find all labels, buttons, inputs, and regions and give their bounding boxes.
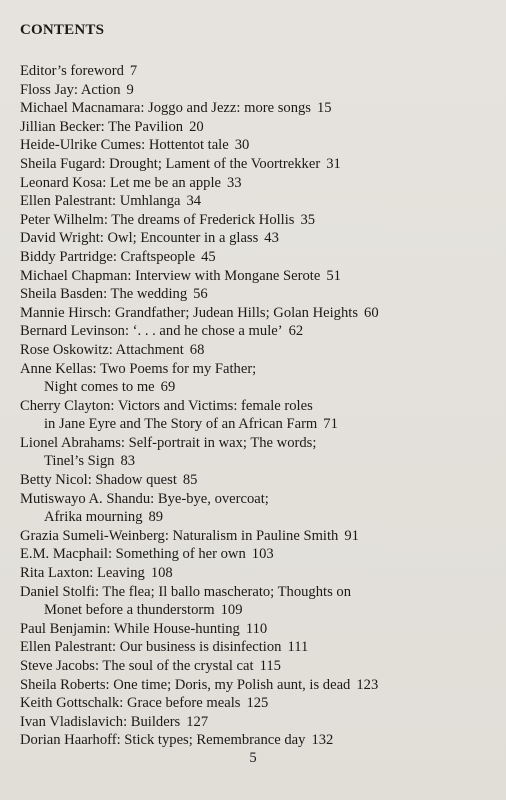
entry-text: Mutiswayo A. Shandu: Bye-bye, overcoat; xyxy=(20,490,269,507)
entry-text: Monet before a thunderstorm xyxy=(44,602,215,619)
toc-entry xyxy=(20,490,498,509)
entry-page: 83 xyxy=(120,453,136,470)
toc-entry xyxy=(20,434,498,453)
toc-entry xyxy=(20,360,498,379)
entry-text: Paul Benjamin: While House-hunting xyxy=(20,620,240,637)
toc-entry xyxy=(20,638,498,657)
toc-entry xyxy=(20,118,498,137)
toc-entry xyxy=(20,211,498,230)
contents-heading: CONTENTS xyxy=(20,22,105,38)
entry-page: 108 xyxy=(150,565,173,582)
entry-text: Night comes to me xyxy=(44,379,155,396)
toc-entry-continuation xyxy=(20,601,498,620)
toc-entry xyxy=(20,155,498,174)
entry-page: 89 xyxy=(148,509,164,526)
entry-page: 9 xyxy=(126,81,134,98)
entry-page: 31 xyxy=(326,155,341,172)
entry-text: Lionel Abrahams: Self-portrait in wax; The words; xyxy=(20,434,317,451)
entry-text: Peter Wilhelm: The dreams of Frederick Hollis xyxy=(20,211,295,228)
toc-entry xyxy=(20,397,498,416)
entry-text: Mannie Hirsch: Grandfather; Judean Hills; Golan Heights xyxy=(20,304,359,321)
entry-page: 33 xyxy=(227,174,242,191)
toc-entry xyxy=(20,545,498,564)
entry-page: 7 xyxy=(129,63,138,79)
entry-text: Grazia Sumeli-Weinberg: Naturalism in Pauline Smith xyxy=(20,527,339,544)
entry-text: Bernard Levinson: ‘. . . and he chose a mule’ xyxy=(20,323,283,340)
entry-text: Anne Kellas: Two Poems for my Father; xyxy=(20,360,257,377)
toc-entry xyxy=(20,471,498,490)
toc-entry xyxy=(20,304,498,323)
entry-page: 35 xyxy=(300,211,316,228)
entry-text: Michael Chapman: Interview with Mongane Serote xyxy=(20,267,321,284)
toc-entry xyxy=(20,192,498,211)
entry-page: 56 xyxy=(193,286,208,303)
entry-page: 45 xyxy=(201,248,216,265)
entry-page: 115 xyxy=(259,658,281,674)
entry-text: Leonard Kosa: Let me be an apple xyxy=(20,174,221,191)
entry-page: 110 xyxy=(245,620,268,637)
entry-text: David Wright: Owl; Encounter in a glass xyxy=(20,230,259,247)
entry-text: Sheila Fugard: Drought; Lament of the Voortrekker xyxy=(20,155,321,172)
toc-entry xyxy=(20,657,498,676)
entry-page: 127 xyxy=(186,713,209,730)
entry-page: 68 xyxy=(189,341,205,358)
toc-entry xyxy=(20,341,498,360)
entry-text: Sheila Basden: The wedding xyxy=(20,286,188,303)
entry-text: Heide-Ulrike Cumes: Hottentot tale xyxy=(20,137,229,154)
entry-page: 20 xyxy=(189,118,204,135)
entry-text: Keith Gottschalk: Grace before meals xyxy=(20,695,241,712)
toc-entry xyxy=(20,229,498,248)
entry-text: Cherry Clayton: Victors and Victims: female roles xyxy=(20,397,313,414)
toc-entry xyxy=(20,583,498,602)
toc-entry xyxy=(20,676,498,695)
toc-entry xyxy=(20,564,498,583)
toc-entry xyxy=(20,174,498,193)
entry-page: 30 xyxy=(234,137,250,154)
entry-text: Daniel Stolfi: The flea; Il ballo mascherato; Thoughts on xyxy=(20,583,351,600)
toc-entry xyxy=(20,620,498,639)
toc-entry xyxy=(20,136,498,155)
entry-page: 91 xyxy=(344,527,359,544)
toc-entry xyxy=(20,527,498,546)
entry-page: 109 xyxy=(220,602,243,619)
entry-text: Sheila Roberts: One time; Doris, my Polish aunt, is dead xyxy=(20,676,351,693)
entry-page: 71 xyxy=(323,416,338,433)
toc-entry xyxy=(20,99,498,118)
entry-page: 85 xyxy=(182,472,198,489)
entry-page: 111 xyxy=(287,639,309,656)
entry-page: 60 xyxy=(364,304,379,321)
toc-entry xyxy=(20,322,498,341)
entry-text: Jillian Becker: The Pavilion xyxy=(20,118,184,135)
toc-entry xyxy=(20,248,498,267)
toc-entry-continuation xyxy=(20,415,498,434)
entry-text: Editor’s foreword xyxy=(20,63,124,79)
entry-text: Afrika mourning xyxy=(44,509,143,526)
entry-page: 34 xyxy=(186,193,202,210)
entry-text: E.M. Macphail: Something of her own xyxy=(20,546,246,563)
toc-entry-continuation xyxy=(20,508,498,527)
entry-text: Rita Laxton: Leaving xyxy=(20,565,145,582)
entry-text: Ellen Palestrant: Our business is disinfection xyxy=(20,639,282,656)
entry-text: Ellen Palestrant: Umhlanga xyxy=(20,193,181,210)
entry-page: 123 xyxy=(356,676,379,693)
toc-entry xyxy=(20,62,498,81)
entry-text: Steve Jacobs: The soul of the crystal cat xyxy=(20,658,254,674)
entry-page: 69 xyxy=(160,379,176,396)
entry-text: Betty Nicol: Shadow quest xyxy=(20,472,177,489)
entry-text: in Jane Eyre and The Story of an African Farm xyxy=(44,416,318,433)
entry-text: Floss Jay: Action xyxy=(20,81,121,98)
entry-page: 125 xyxy=(246,695,269,712)
toc-entry xyxy=(20,694,498,713)
table-of-contents xyxy=(20,62,498,750)
entry-page: 43 xyxy=(264,230,279,247)
toc-entry xyxy=(20,267,498,286)
toc-entry-continuation xyxy=(20,378,498,397)
page-number: 5 xyxy=(249,750,257,766)
entry-text: Rose Oskowitz: Attachment xyxy=(20,341,184,358)
entry-text: Biddy Partridge: Craftspeople xyxy=(20,248,196,265)
entry-page: 103 xyxy=(251,546,274,563)
entry-text: Michael Macnamara: Joggo and Jezz: more songs xyxy=(20,100,311,117)
toc-entry xyxy=(20,713,498,732)
entry-page: 15 xyxy=(316,100,332,117)
toc-entry xyxy=(20,285,498,304)
toc-entry xyxy=(20,731,498,750)
toc-entry xyxy=(20,81,498,100)
entry-text: Tinel’s Sign xyxy=(44,453,115,470)
entry-page: 132 xyxy=(311,732,334,749)
entry-page: 62 xyxy=(288,323,304,340)
entry-page: 51 xyxy=(326,267,341,284)
entry-text: Ivan Vladislavich: Builders xyxy=(20,713,181,730)
entry-text: Dorian Haarhoff: Stick types; Remembrance day xyxy=(20,732,306,749)
toc-entry-continuation xyxy=(20,452,498,471)
